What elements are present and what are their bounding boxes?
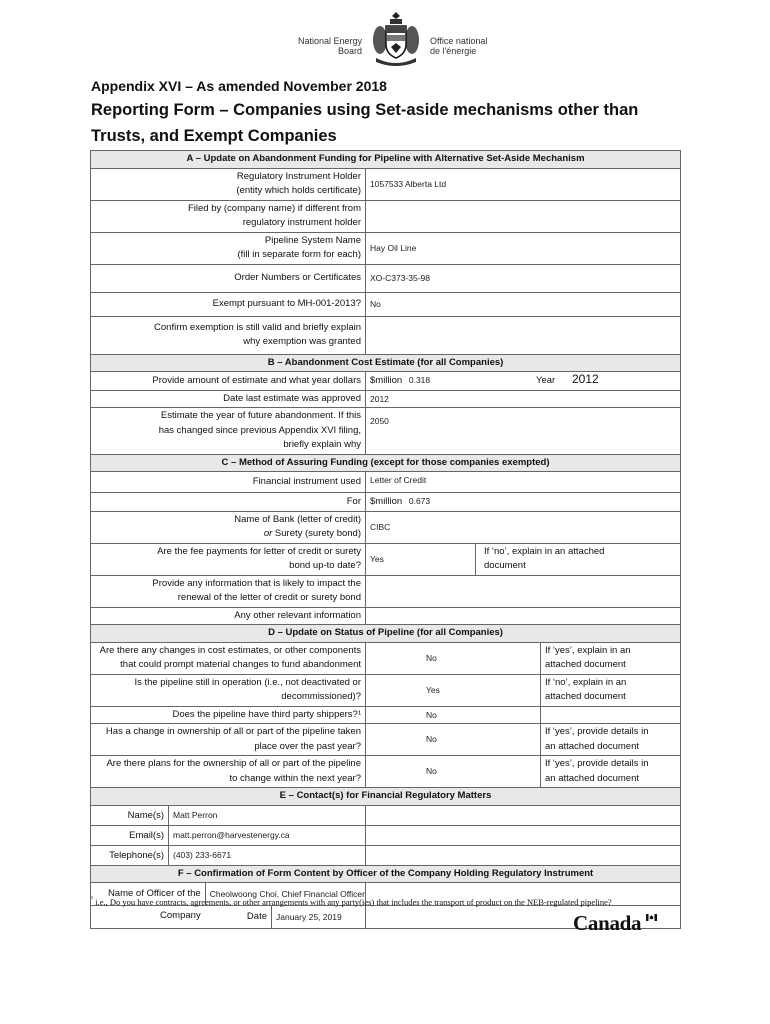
for-amount-field[interactable]: $million 0.673 [366,493,681,512]
d-question-label: Are there plans for the ownership of all or part of the pipeline to change within the next year? [91,756,366,788]
system-name-field[interactable]: Hay Oil Line [366,232,681,264]
contact-phone-row [91,845,366,865]
bank-label: Name of Bank (letter of credit) or Surety (surety bond) [91,511,366,543]
fee-payments-label: Are the fee payments for letter of credit or surety bond up-to date? [91,543,366,575]
system-name-label: Pipeline System Name (fill in separate form for each) [91,232,366,264]
reporting-form-table [90,150,681,929]
d-answer-field[interactable]: Yes [366,674,541,706]
contact-email-label: Email(s) [91,826,169,845]
bank-field[interactable]: CIBC [366,511,681,543]
section-c-heading: C – Method of Assuring Funding (except for those companies exempted) [91,454,681,472]
contact-email-field[interactable]: matt.perron@harvestenergy.ca [173,829,290,840]
coat-of-arms-icon [370,10,422,68]
impact-field[interactable] [366,575,681,607]
canada-wordmark: Canada [573,911,642,935]
d-answer-field[interactable]: No [366,642,541,674]
orders-field[interactable]: XO-C373-35-98 [366,264,681,292]
date-field[interactable]: January 25, 2019 [276,911,342,922]
date-row [91,906,366,929]
section-d-heading: D – Update on Status of Pipeline (for all Companies) [91,625,681,643]
contact-phone-label: Telephone(s) [91,846,169,865]
d-question-label: Are there any changes in cost estimates, or other components that could prompt material changes to fund abandonment [91,642,366,674]
holder-field[interactable]: 1057533 Alberta Ltd [366,168,681,200]
footnote: $^{^1}$ i.e., Do you have contracts, agreements, or other arrangements with any party(ies) that includes the transport of product on the NEB-regulated pipeline? [91,895,612,907]
for-amount-label: For [91,493,366,512]
appendix-heading: Appendix XVI – As amended November 2018 [91,78,387,94]
filed-by-label: Filed by (company name) if different from regulatory instrument holder [91,200,366,232]
contact-email-row [91,825,366,845]
contact-name-row [91,805,366,825]
date-label: Date [91,906,272,928]
neb-english-name: National Energy Board [297,36,362,56]
flag-icon [646,914,657,921]
section-a-heading: A – Update on Abandonment Funding for Pipeline with Alternative Set-Aside Mechanism [91,151,681,169]
other-info-label: Any other relevant information [91,607,366,625]
contact-email-extra[interactable] [366,825,681,845]
section-f-heading: F – Confirmation of Form Content by Officer of the Company Holding Regulatory Instrument [91,865,681,883]
estimate-amount-field[interactable]: $million 0.318 Year 2012 [366,372,681,391]
instrument-field[interactable]: Letter of Credit [366,472,681,493]
contact-name-field[interactable]: Matt Perron [173,809,218,820]
future-abandonment-field[interactable]: 2050 [366,408,681,455]
d-note: If ‘no’, explain in an attached document [541,674,681,706]
fee-payments-note: If ‘no’, explain in an attached document [476,543,681,575]
d-question-label: Does the pipeline have third party shippers?¹ [91,706,366,724]
contact-name-label: Name(s) [91,806,169,825]
officer-field[interactable]: Cheolwoong Choi, Chief Financial Officer [209,888,365,899]
confirm-exemption-field[interactable] [366,316,681,354]
d-answer-field[interactable]: No [366,706,541,724]
form-title: Reporting Form – Companies using Set-aside mechanisms other than Trusts, and Exempt Companies [91,101,639,145]
contact-name-extra[interactable] [366,805,681,825]
contact-phone-extra[interactable] [366,845,681,865]
other-info-field[interactable] [366,607,681,625]
d-answer-field[interactable]: No [366,724,541,756]
d-note [541,706,681,724]
neb-french-name: Office national de l'énergie [430,36,488,56]
exempt-label: Exempt pursuant to MH-001-2013? [91,292,366,316]
d-answer-field[interactable]: No [366,756,541,788]
date-approved-label: Date last estimate was approved [91,390,366,408]
d-note: If ‘yes’, provide details in an attached document [541,724,681,756]
section-b-heading: B – Abandonment Cost Estimate (for all Companies) [91,354,681,372]
officer-label: Name of Officer of the Company [91,883,206,905]
section-e-heading: E – Contact(s) for Financial Regulatory Matters [91,788,681,806]
orders-label: Order Numbers or Certificates [91,264,366,292]
instrument-label: Financial instrument used [91,472,366,493]
d-question-label: Has a change in ownership of all or part of the pipeline taken place over the past year? [91,724,366,756]
future-abandonment-label: Estimate the year of future abandonment. If this has changed since previous Appendix XVI filing, briefly explain why [91,408,366,455]
impact-label: Provide any information that is likely to impact the renewal of the letter of credit or surety bond [91,575,366,607]
contact-phone-field[interactable]: (403) 233-6671 [173,849,232,860]
d-note: If ‘yes’, provide details in an attached document [541,756,681,788]
fee-payments-field[interactable]: Yes [366,543,476,575]
d-question-label: Is the pipeline still in operation (i.e., not deactivated or decommissioned)? [91,674,366,706]
exempt-field[interactable]: No [366,292,681,316]
d-note: If ‘yes’, explain in an attached document [541,642,681,674]
year-value: 2012 [572,372,599,386]
date-approved-field[interactable]: 2012 [366,390,681,408]
confirm-exemption-label: Confirm exemption is still valid and briefly explain why exemption was granted [91,316,366,354]
filed-by-field[interactable] [366,200,681,232]
year-label: Year [536,375,556,386]
estimate-amount-label: Provide amount of estimate and what year dollars [91,372,366,391]
holder-label: Regulatory Instrument Holder (entity which holds certificate) [91,168,366,200]
